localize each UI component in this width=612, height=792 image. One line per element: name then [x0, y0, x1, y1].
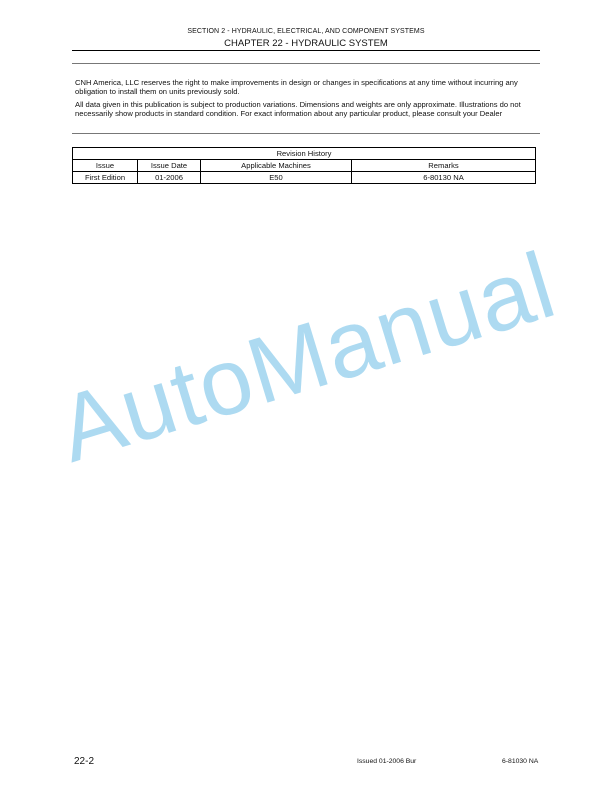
notice-bottom-rule — [72, 133, 540, 134]
table-row — [73, 172, 536, 184]
page-number: 22-2 — [74, 756, 95, 767]
cell-applicable-machines: E50 — [201, 172, 352, 184]
chapter-title: CHAPTER 22 - HYDRAULIC SYSTEM — [224, 38, 388, 49]
revision-history-table — [72, 147, 536, 184]
revision-table-header-row — [73, 160, 536, 172]
notice-paragraph-2: All data given in this publication is subject to production variations. Dimensions and weights are only approximate. Illustrations do not necessarily show products in standard condition. For exact information about any particular product, please consult your Dealer — [75, 100, 521, 119]
header-issue: Issue — [73, 160, 138, 172]
footer-document-code: 6-81030 NA — [502, 758, 539, 765]
header-rule — [72, 50, 540, 51]
header-issue-date: Issue Date — [138, 160, 201, 172]
footer-issued: Issued 01-2006 Bur — [357, 758, 417, 765]
notice-paragraph-1: CNH America, LLC reserves the right to make improvements in design or changes in specifications at any time without incurring any obligation to install them on units previously sold. — [75, 78, 518, 97]
header-applicable-machines: Applicable Machines — [201, 160, 352, 172]
cell-remarks: 6-80130 NA — [352, 172, 536, 184]
revision-table-title-row — [73, 148, 536, 160]
section-title: SECTION 2 - HYDRAULIC, ELECTRICAL, AND COMPONENT SYSTEMS — [187, 28, 425, 35]
cell-issue: First Edition — [73, 172, 138, 184]
notice-top-rule — [72, 63, 540, 64]
cell-issue-date: 01-2006 — [138, 172, 201, 184]
watermark: AutoManual — [46, 231, 567, 482]
header-remarks: Remarks — [352, 160, 536, 172]
revision-table-title: Revision History — [73, 148, 536, 160]
